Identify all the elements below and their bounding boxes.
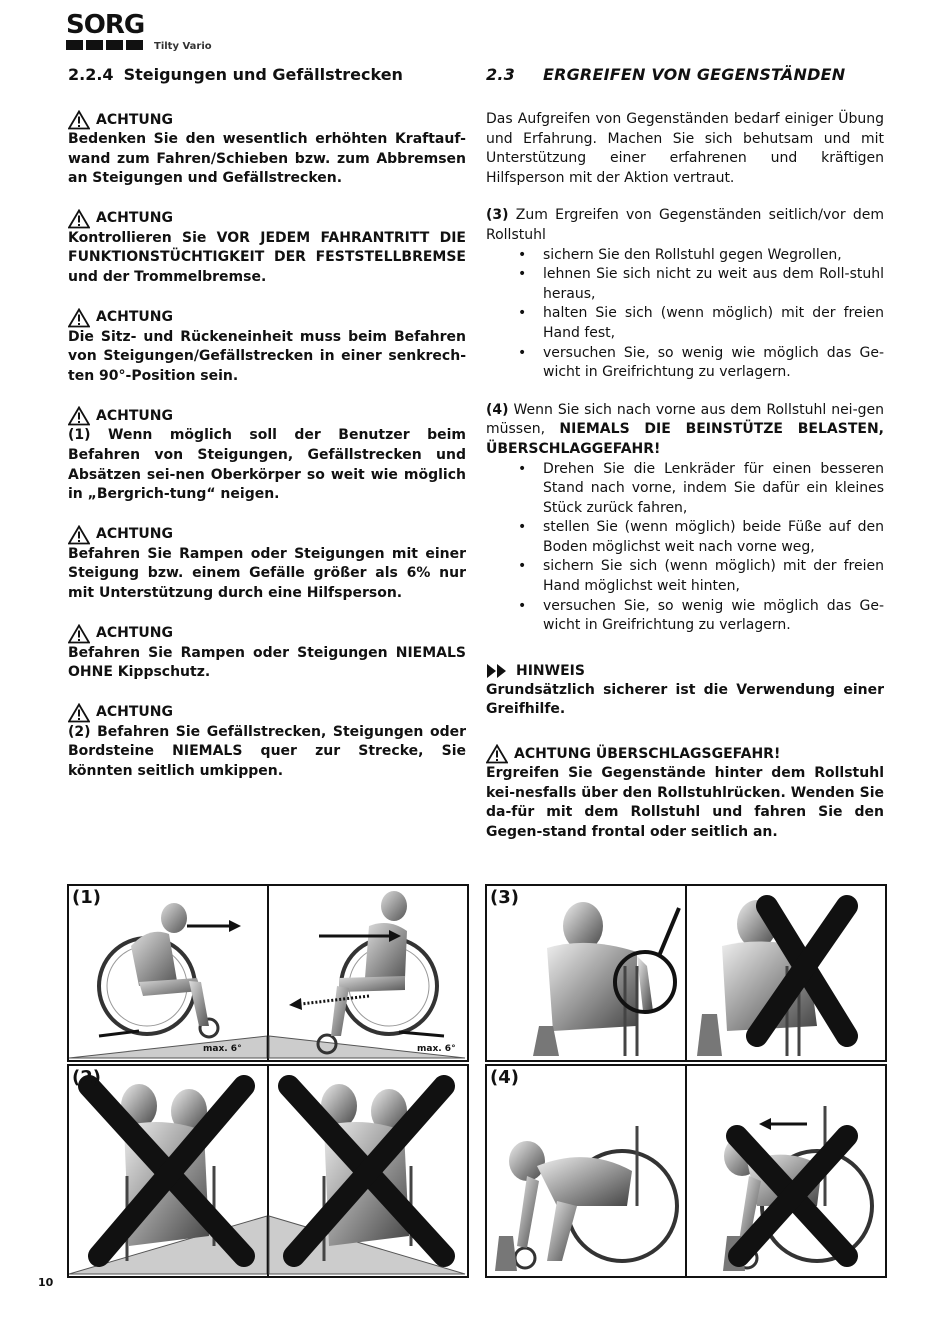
warning-block — [68, 209, 466, 288]
warning-label: ACHTUNG ÜBERSCHLAGSGEFAHR! — [514, 745, 781, 762]
list-item: • halten Sie sich (wenn möglich) mit der freien Hand fest, — [486, 304, 884, 343]
figure-1-label: (1) — [72, 887, 101, 908]
figure-4-label: (4) — [490, 1067, 519, 1088]
warning-triangle-icon — [68, 110, 90, 130]
warning-text: Befahren Sie Rampen oder Steigungen mit einer Steigung bzw. einem Gefälle größer als 6% nur mit Unterstützung durch eine Hilfsperson. — [68, 545, 466, 601]
warning-label: ACHTUNG — [96, 111, 173, 128]
warning-label: ACHTUNG — [96, 407, 173, 424]
paragraph-3-list — [486, 246, 884, 383]
hint-block — [486, 662, 884, 720]
left-column — [68, 64, 466, 801]
warning-triangle-icon — [486, 744, 508, 764]
crosswise-slope-illustration — [69, 1066, 467, 1276]
warning-triangle-icon — [68, 406, 90, 426]
right-column — [486, 64, 884, 862]
list-item: • versuchen Sie, so wenig wie möglich das Ge-wicht in Greifrichtung zu verlagern. — [486, 597, 884, 636]
warning-text: (2) Befahren Sie Gefällstrecken, Steigungen oder Bordsteine NIEMALS quer zur Strecke, Sie könnten seitlich umkippen. — [68, 723, 466, 779]
warning-label: ACHTUNG — [96, 210, 173, 227]
warning-label: ACHTUNG — [96, 309, 173, 326]
list-item: • stellen Sie (wenn möglich) beide Füße auf den Boden möglichst weit nach vorne weg, — [486, 518, 884, 557]
page-number: 10 — [38, 1276, 54, 1289]
warning-label: ACHTUNG — [96, 526, 173, 543]
figure-2-label: (2) — [72, 1067, 101, 1088]
warning-label: ACHTUNG — [96, 704, 173, 721]
warning-triangle-icon — [68, 209, 90, 229]
warning-text: Die Sitz- und Rückeneinheit muss beim Befahren von Steigungen/Gefällstrecken in einer senkrech-ten 90°-Position sein. — [68, 328, 466, 384]
section-heading-left: 2.2.4 Steigungen und Gefällstrecken — [68, 65, 403, 84]
warning-text: Kontrollieren Sie VOR JEDEM FAHRANTRITT DIE FUNKTIONSTÜCHTIGKEIT DER FESTSTELLBREMSE und der Trommelbremse. — [68, 229, 466, 285]
warning-triangle-icon — [68, 308, 90, 328]
figure-3-side-grab — [485, 884, 887, 1062]
section-heading-right: 2.3 ERGREIFEN VON GEGENSTÄNDEN — [486, 65, 846, 84]
warning-text: Bedenken Sie den wesentlich erhöhten Kraftauf-wand zum Fahren/Schieben bzw. zum Abbremsen an Steigungen und Gefällstrecken. — [68, 131, 466, 187]
list-item: • Drehen Sie die Lenkräder für einen besseren Stand nach vorne, indem Sie dafür ein kleines Stück zurück fahren, — [486, 460, 884, 519]
intro-paragraph: Das Aufgreifen von Gegenständen bedarf einiger Übung und Erfahrung. Machen Sie sich behutsam und mit Unterstützung einer erfahrenen und kräftigen Hilfsperson mit der Aktion vertraut. — [486, 111, 884, 186]
double-arrow-icon — [486, 664, 508, 678]
list-item: • sichern Sie sich (wenn möglich) mit der freien Hand möglichst weit hinten, — [486, 557, 884, 596]
warning-triangle-icon — [68, 624, 90, 644]
slope-lean-illustration — [69, 886, 467, 1060]
paragraph-4-list — [486, 460, 884, 636]
warnings-list — [68, 110, 466, 781]
warning-triangle-icon — [68, 703, 90, 723]
slope-label-b: max. 6° — [417, 1044, 456, 1054]
tip-over-warning — [486, 744, 884, 842]
logo-bars — [66, 40, 148, 50]
paragraph-3: (3) Zum Ergreifen von Gegenständen seitlich/vor dem Rollstuhl — [486, 207, 884, 243]
forward-grab-illustration — [487, 1066, 885, 1276]
warning-text: (1) Wenn möglich soll der Benutzer beim Befahren von Steigungen, Gefällstrecken und Absätzen sei-nen Oberkörper so weit wie möglich in „Bergrich-tung“ neigen. — [68, 427, 466, 503]
brand-name: SORG — [66, 10, 145, 40]
side-grab-illustration — [487, 886, 885, 1060]
paragraph-4: (4) Wenn Sie sich nach vorne aus dem Rollstuhl nei-gen müssen, NIEMALS DIE BEINSTÜTZE BELASTEN, ÜBERSCHLAGGEFAHR! — [486, 401, 884, 457]
hint-text: Grundsätzlich sicherer ist die Verwendung einer Greifhilfe. — [486, 681, 884, 718]
warning-block — [68, 703, 466, 782]
figure-1-slope-lean — [67, 884, 469, 1062]
warning-triangle-icon — [68, 525, 90, 545]
figure-4-forward-grab — [485, 1064, 887, 1278]
figure-3-label: (3) — [490, 887, 519, 908]
warning-text: Ergreifen Sie Gegenstände hinter dem Rollstuhl kei-nesfalls über den Rollstuhlrücken. Wenden Sie da-für mit dem Rollstuhl und fahren Sie den Gegen-stand frontal oder seitlich an. — [486, 765, 884, 840]
list-item: • versuchen Sie, so wenig wie möglich das Ge-wicht in Greifrichtung zu verlagern. — [486, 344, 884, 383]
warning-block — [68, 624, 466, 683]
product-name: Tilty Vario — [154, 41, 212, 52]
warning-text: Befahren Sie Rampen oder Steigungen NIEMALS OHNE Kippschutz. — [68, 644, 466, 681]
figure-2-crosswise-forbidden — [67, 1064, 469, 1278]
warning-block — [68, 406, 466, 504]
warning-label: ACHTUNG — [96, 625, 173, 641]
warning-block — [68, 308, 466, 387]
slope-label-a: max. 6° — [203, 1044, 242, 1054]
warning-block — [68, 110, 466, 189]
sorg-logo — [66, 12, 148, 54]
list-item: • sichern Sie den Rollstuhl gegen Wegrollen, — [486, 246, 884, 266]
warning-block — [68, 525, 466, 604]
hint-label: HINWEIS — [516, 662, 585, 679]
list-item: • lehnen Sie sich nicht zu weit aus dem Roll-stuhl heraus, — [486, 265, 884, 304]
